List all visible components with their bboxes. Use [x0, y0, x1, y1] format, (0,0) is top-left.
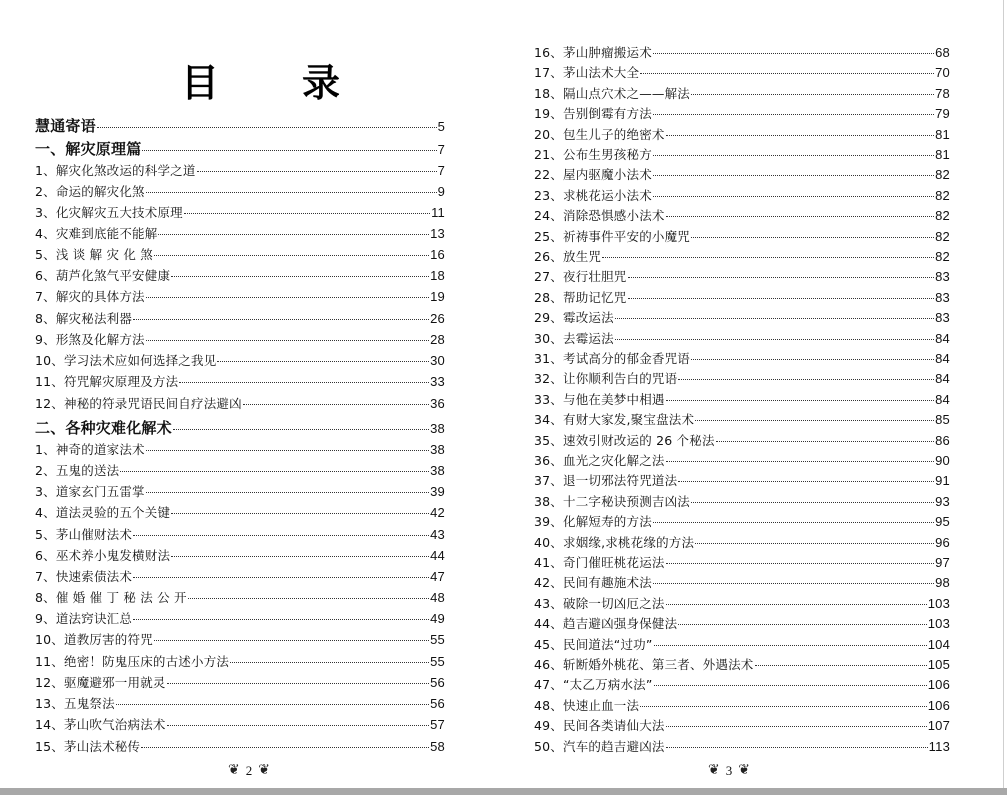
dot-leader	[167, 683, 430, 684]
toc-entry[interactable]	[35, 266, 445, 284]
ornament-icon: ❦	[258, 763, 270, 778]
dot-leader	[171, 276, 429, 277]
dot-leader	[133, 535, 429, 536]
toc-entry-title: 4、灾难到底能不能解	[35, 226, 158, 241]
toc-entry-title: 47、“太乙万病水法”	[534, 677, 653, 693]
toc-entry-page: 7	[437, 163, 445, 178]
toc-entry[interactable]	[534, 655, 950, 673]
toc-entry-title: 一、解灾原理篇	[35, 140, 142, 158]
toc-entry-title: 12、神秘的符录咒语民间自疗法避凶	[35, 396, 242, 411]
dot-leader	[653, 114, 934, 115]
toc-entry[interactable]	[534, 451, 950, 469]
dot-leader	[133, 619, 429, 620]
toc-entry-title: 1、神奇的道家法术	[35, 442, 145, 457]
toc-entry[interactable]	[534, 716, 950, 734]
toc-entry-title: 22、屋内驱魔小法术	[534, 167, 652, 183]
toc-entry-page: 57	[430, 717, 445, 732]
dot-leader	[615, 339, 934, 340]
toc-entry-page: 9	[437, 184, 445, 199]
page-footer-right	[708, 762, 750, 784]
toc-entry-page: 38	[430, 421, 445, 436]
toc-entry-page: 33	[430, 374, 445, 389]
dot-leader	[615, 318, 934, 319]
toc-entry-page: 98	[935, 575, 950, 591]
page-footer-left	[228, 762, 270, 784]
dot-leader	[158, 234, 429, 235]
toc-entry[interactable]	[534, 227, 950, 245]
toc-entry[interactable]	[534, 84, 950, 102]
toc-entry[interactable]	[35, 440, 445, 458]
toc-entry[interactable]	[35, 309, 445, 327]
toc-entry[interactable]	[534, 63, 950, 81]
toc-entry-page: 84	[935, 391, 950, 407]
toc-entry-page: 81	[935, 147, 950, 162]
toc-entry[interactable]	[35, 567, 445, 585]
toc-entry-title: 38、十二字秘诀预测吉凶法	[534, 493, 691, 509]
toc-entry[interactable]	[35, 182, 445, 200]
toc-entry-page: 38	[430, 463, 445, 478]
dot-leader	[691, 502, 934, 503]
toc-entry[interactable]	[35, 588, 445, 606]
toc-entry-title: 14、茅山吹气治病法术	[35, 717, 166, 732]
toc-entry[interactable]	[534, 247, 950, 265]
toc-entry-title: 42、民间有趣施术法	[534, 575, 652, 591]
dot-leader	[691, 237, 934, 238]
dot-leader	[755, 665, 927, 666]
dot-leader	[154, 255, 429, 256]
dot-leader	[695, 420, 934, 421]
toc-entry-title: 41、奇门催旺桃花运法	[534, 555, 665, 570]
dot-leader	[695, 543, 934, 544]
toc-entry-title: 31、考试高分的郁金香咒语	[534, 351, 691, 366]
toc-entry-title: 2、五鬼的送法	[35, 463, 120, 478]
toc-entry[interactable]	[35, 630, 445, 648]
toc-entry-page: 28	[430, 332, 445, 347]
toc-entry-page: 96	[935, 534, 950, 550]
toc-entry-title: 33、与他在美梦中相遇	[534, 391, 665, 407]
dot-leader	[146, 492, 429, 493]
toc-entry-title: 48、快速止血一法	[534, 697, 640, 713]
toc-entry-page: 70	[935, 65, 950, 81]
toc-entry-page: 107	[927, 718, 950, 734]
toc-entry-page: 56	[430, 696, 445, 711]
dot-leader	[146, 450, 429, 451]
toc-entry-page: 13	[430, 226, 445, 241]
toc-entry[interactable]	[35, 203, 445, 221]
dot-leader	[654, 645, 927, 646]
toc-entry-title: 46、斩断婚外桃花、第三者、外遇法术	[534, 657, 754, 672]
toc-entry-page: 105	[927, 657, 950, 672]
dot-leader	[133, 577, 429, 578]
dot-leader	[653, 155, 934, 156]
toc-entry[interactable]	[534, 329, 950, 347]
toc-entry-page: 90	[935, 453, 950, 468]
dot-leader	[197, 171, 437, 172]
toc-entry-title: 7、快速索债法术	[35, 569, 133, 584]
dot-leader	[141, 747, 429, 748]
toc-entry[interactable]	[534, 288, 950, 306]
dot-leader	[640, 73, 934, 74]
toc-entry[interactable]	[534, 431, 950, 449]
toc-entry[interactable]	[534, 267, 950, 285]
toc-entry-title: 17、茅山法术大全	[534, 65, 640, 81]
toc-entry-title: 49、民间各类请仙大法	[534, 718, 665, 734]
title-char-1: 目	[181, 61, 220, 105]
toc-entry-page: 103	[927, 616, 950, 632]
toc-entry-page: 48	[430, 590, 445, 605]
dot-leader	[230, 662, 429, 663]
toc-entry-page: 19	[430, 289, 445, 304]
toc-entry-title: 39、化解短寿的方法	[534, 514, 652, 530]
dot-leader	[654, 685, 927, 686]
toc-entry-title: 19、告别倒霉有方法	[534, 106, 652, 122]
toc-entry-title: 45、民间道法“过功”	[534, 636, 653, 652]
dot-leader	[691, 359, 934, 360]
toc-entry-title: 3、化灾解灾五大技术原理	[35, 205, 183, 220]
toc-entry-page: 79	[935, 106, 950, 122]
toc-entry-page: 11	[431, 205, 445, 220]
toc-entry[interactable]	[35, 525, 445, 543]
dot-leader	[678, 481, 934, 482]
dot-leader	[154, 640, 429, 641]
toc-entry-page: 5	[437, 119, 445, 134]
toc-entry-title: 20、包生儿子的绝密术	[534, 126, 665, 142]
dot-leader	[184, 213, 430, 214]
toc-entry-title: 30、去霉运法	[534, 330, 614, 346]
toc-entry-page: 58	[430, 739, 445, 754]
toc-entry-page: 82	[935, 187, 950, 203]
toc-section-heading[interactable]	[35, 138, 445, 159]
dot-leader	[173, 429, 429, 430]
toc-entry[interactable]	[534, 410, 950, 428]
ornament-icon: ❦	[738, 763, 750, 778]
toc-entry[interactable]	[534, 43, 950, 61]
toc-entry[interactable]	[35, 287, 445, 305]
toc-entry[interactable]	[35, 482, 445, 500]
page-title	[0, 52, 500, 105]
toc-entry[interactable]	[534, 186, 950, 204]
dot-leader	[167, 725, 430, 726]
toc-entry[interactable]	[35, 330, 445, 348]
toc-entry[interactable]	[35, 503, 445, 521]
toc-entry-page: 86	[935, 432, 950, 448]
toc-entry-title: 35、速效引财改运的 26 个秘法	[534, 432, 715, 448]
toc-entry[interactable]	[534, 349, 950, 367]
toc-entry-title: 13、五鬼祭法	[35, 696, 115, 711]
toc-entry-title: 15、茅山法术秘传	[35, 739, 141, 754]
dot-leader	[243, 404, 429, 405]
dot-leader	[666, 563, 935, 564]
toc-entry[interactable]	[534, 206, 950, 224]
dot-leader	[146, 192, 437, 193]
toc-entry-page: 82	[935, 167, 950, 183]
toc-entry[interactable]	[534, 675, 950, 693]
toc-entry-title: 3、道家玄门五雷掌	[35, 484, 145, 499]
toc-entry-title: 11、绝密！防鬼压床的古述小方法	[35, 654, 230, 669]
toc-entry-title: 6、巫术养小鬼发横财法	[35, 548, 171, 563]
page-number: 2	[245, 763, 253, 778]
dot-leader	[142, 150, 436, 151]
toc-entry-page: 16	[430, 247, 445, 262]
toc-entry-title: 40、求姻缘,求桃花缘的方法	[534, 534, 695, 550]
toc-entry-page: 38	[430, 442, 445, 457]
toc-entry[interactable]	[35, 737, 445, 755]
dot-leader	[666, 604, 927, 605]
dot-leader	[179, 382, 429, 383]
dot-leader	[653, 583, 934, 584]
toc-entry-title: 32、让你顺利告白的咒语	[534, 371, 678, 387]
ornament-icon: ❦	[708, 763, 720, 778]
toc-entry[interactable]	[534, 737, 950, 755]
dot-leader	[120, 471, 429, 472]
toc-entry-title: 8、解灾秘法利器	[35, 311, 133, 326]
dot-leader	[188, 598, 429, 599]
toc-entry-title: 34、有财大家发,聚宝盘法术	[534, 412, 695, 428]
toc-entry[interactable]	[35, 224, 445, 242]
toc-entry[interactable]	[35, 694, 445, 712]
toc-entry-page: 103	[927, 595, 950, 611]
toc-entry-title: 26、放生咒	[534, 249, 602, 264]
page-number: 3	[725, 763, 733, 778]
toc-entry[interactable]	[534, 553, 950, 571]
dot-leader	[691, 94, 934, 95]
dot-leader	[653, 175, 934, 176]
toc-entry[interactable]	[534, 104, 950, 122]
dot-leader	[653, 522, 934, 523]
toc-entry[interactable]	[35, 609, 445, 627]
toc-entry[interactable]	[35, 351, 445, 369]
page-edge	[1003, 0, 1004, 788]
toc-entry-page: 82	[935, 249, 950, 264]
ornament-icon: ❦	[228, 763, 240, 778]
dot-leader	[678, 379, 934, 380]
toc-entry[interactable]	[35, 394, 445, 412]
toc-entry[interactable]	[35, 673, 445, 691]
toc-entry[interactable]	[534, 594, 950, 612]
toc-entry-page: 55	[430, 632, 445, 647]
right-page	[500, 0, 1003, 788]
toc-entry-title: 50、汽车的趋吉避凶法	[534, 738, 665, 754]
toc-entry-page: 97	[935, 555, 950, 570]
toc-entry-title: 2、命运的解灾化煞	[35, 184, 145, 199]
dot-leader	[116, 704, 429, 705]
dot-leader	[666, 135, 935, 136]
toc-entry-page: 78	[935, 85, 950, 101]
toc-entry-title: 1、解灾化煞改运的科学之道	[35, 163, 196, 178]
dot-leader	[666, 461, 935, 462]
toc-entry-title: 29、霉改运法	[534, 310, 614, 326]
toc-entry-page: 43	[430, 527, 445, 542]
toc-entry-title: 6、葫芦化煞气平安健康	[35, 268, 171, 283]
toc-entry-title: 12、驱魔避邪一用就灵	[35, 675, 166, 690]
toc-entry-page: 85	[935, 412, 950, 428]
dot-leader	[653, 196, 934, 197]
toc-entry-page: 106	[927, 697, 950, 713]
toc-entry-page: 18	[430, 268, 445, 283]
toc-entry-title: 8、催 婚 催 丁 秘 法 公 开	[35, 590, 187, 605]
toc-entry[interactable]	[534, 390, 950, 408]
toc-entry-title: 25、祈祷事件平安的小魔咒	[534, 228, 691, 244]
toc-entry[interactable]	[534, 492, 950, 510]
toc-entry-title: 28、帮助记忆咒	[534, 289, 627, 305]
toc-entry-title: 4、道法灵验的五个关键	[35, 505, 171, 520]
toc-entry[interactable]	[534, 165, 950, 183]
left-page	[0, 0, 500, 788]
toc-entry-page: 84	[935, 371, 950, 387]
dot-leader	[666, 400, 935, 401]
dot-leader	[628, 298, 935, 299]
toc-entry-title: 37、退一切邪法符咒道法	[534, 473, 678, 489]
dot-leader	[678, 624, 926, 625]
toc-entry[interactable]	[35, 372, 445, 390]
toc-entry-page: 84	[935, 351, 950, 366]
toc-entry-title: 36、血光之灾化解之法	[534, 453, 665, 468]
toc-entry-title: 9、道法窍诀汇总	[35, 611, 133, 626]
dot-leader	[171, 556, 429, 557]
toc-entry-page: 83	[935, 310, 950, 326]
toc-entry[interactable]	[534, 512, 950, 530]
toc-entry-page: 83	[935, 269, 950, 285]
dot-leader	[171, 513, 429, 514]
toc-entry-page: 104	[927, 636, 950, 652]
toc-entry-page: 91	[935, 473, 950, 489]
toc-entry-page: 30	[430, 353, 445, 368]
toc-entry-page: 82	[935, 208, 950, 224]
dot-leader	[628, 277, 935, 278]
viewer-bottom-bar	[0, 788, 1007, 795]
toc-entry-page: 55	[430, 654, 445, 669]
toc-entry[interactable]	[534, 635, 950, 653]
toc-entry-page: 95	[935, 514, 950, 530]
toc-entry[interactable]	[534, 471, 950, 489]
toc-entry-page: 113	[928, 738, 950, 754]
dot-leader	[666, 726, 927, 727]
dot-leader	[640, 706, 926, 707]
toc-entry-title: 11、符咒解灾原理及方法	[35, 374, 179, 389]
toc-entry-page: 93	[935, 493, 950, 509]
toc-entry-title: 27、夜行壮胆咒	[534, 269, 627, 285]
toc-entry-title: 10、道教厉害的符咒	[35, 632, 153, 647]
dot-leader	[97, 127, 437, 128]
dot-leader	[653, 53, 934, 54]
toc-entry-title: 16、茅山肿瘤搬运术	[534, 45, 652, 60]
title-char-2: 录	[302, 61, 341, 105]
toc-entry-title: 5、茅山催财法术	[35, 527, 133, 542]
toc-entry-page: 56	[430, 675, 445, 690]
dot-leader	[146, 340, 429, 341]
toc-entry-page: 81	[935, 126, 950, 142]
dot-leader	[666, 216, 935, 217]
toc-entry-title: 43、破除一切凶厄之法	[534, 595, 665, 611]
toc-entry-page: 82	[935, 228, 950, 244]
toc-entry-title: 24、消除恐惧感小法术	[534, 208, 665, 224]
toc-entry-title: 18、隔山点穴术之——解法	[534, 85, 691, 101]
toc-entry-title: 10、学习法术应如何选择之我见	[35, 353, 217, 368]
toc-entry[interactable]	[35, 715, 445, 733]
dot-leader	[133, 319, 429, 320]
toc-entry-title: 二、各种灾难化解术	[35, 419, 172, 437]
toc-entry[interactable]	[534, 696, 950, 714]
toc-entry[interactable]	[534, 308, 950, 326]
toc-entry-page: 42	[430, 505, 445, 520]
toc-section-heading[interactable]	[35, 115, 445, 136]
toc-entry-page: 84	[935, 330, 950, 346]
toc-entry-title: 5、浅 谈 解 灾 化 煞	[35, 247, 153, 262]
toc-entry-page: 36	[430, 396, 445, 411]
dot-leader	[146, 297, 429, 298]
toc-entry[interactable]	[534, 573, 950, 591]
toc-entry-title: 7、解灾的具体方法	[35, 289, 145, 304]
toc-entry-title: 慧通寄语	[35, 117, 96, 135]
toc-entry-title: 23、求桃花运小法术	[534, 187, 652, 203]
toc-entry-page: 44	[430, 548, 445, 563]
dot-leader	[716, 441, 934, 442]
toc-entry[interactable]	[534, 614, 950, 632]
toc-entry[interactable]	[534, 533, 950, 551]
toc-entry-page: 106	[927, 677, 950, 693]
toc-entry[interactable]	[534, 125, 950, 143]
toc-entry[interactable]	[35, 161, 445, 179]
toc-entry[interactable]	[534, 145, 950, 163]
toc-entry[interactable]	[534, 369, 950, 387]
toc-section-heading[interactable]	[35, 417, 445, 438]
toc-entry-page: 83	[935, 289, 950, 305]
toc-entry-page: 26	[430, 311, 445, 326]
toc-entry-page: 68	[935, 45, 950, 60]
dot-leader	[666, 747, 928, 748]
toc-entry-page: 49	[430, 611, 445, 626]
toc-entry[interactable]	[35, 245, 445, 263]
toc-entry-title: 44、趋吉避凶强身保健法	[534, 616, 678, 632]
dot-leader	[217, 361, 429, 362]
dot-leader	[602, 257, 934, 258]
toc-entry[interactable]	[35, 546, 445, 564]
toc-entry[interactable]	[35, 652, 445, 670]
toc-entry-page: 39	[430, 484, 445, 499]
toc-entry-title: 9、形煞及化解方法	[35, 332, 145, 347]
toc-entry-title: 21、公布生男孩秘方	[534, 147, 652, 162]
toc-entry-page: 7	[437, 142, 445, 157]
toc-entry-page: 47	[430, 569, 445, 584]
toc-entry[interactable]	[35, 461, 445, 479]
